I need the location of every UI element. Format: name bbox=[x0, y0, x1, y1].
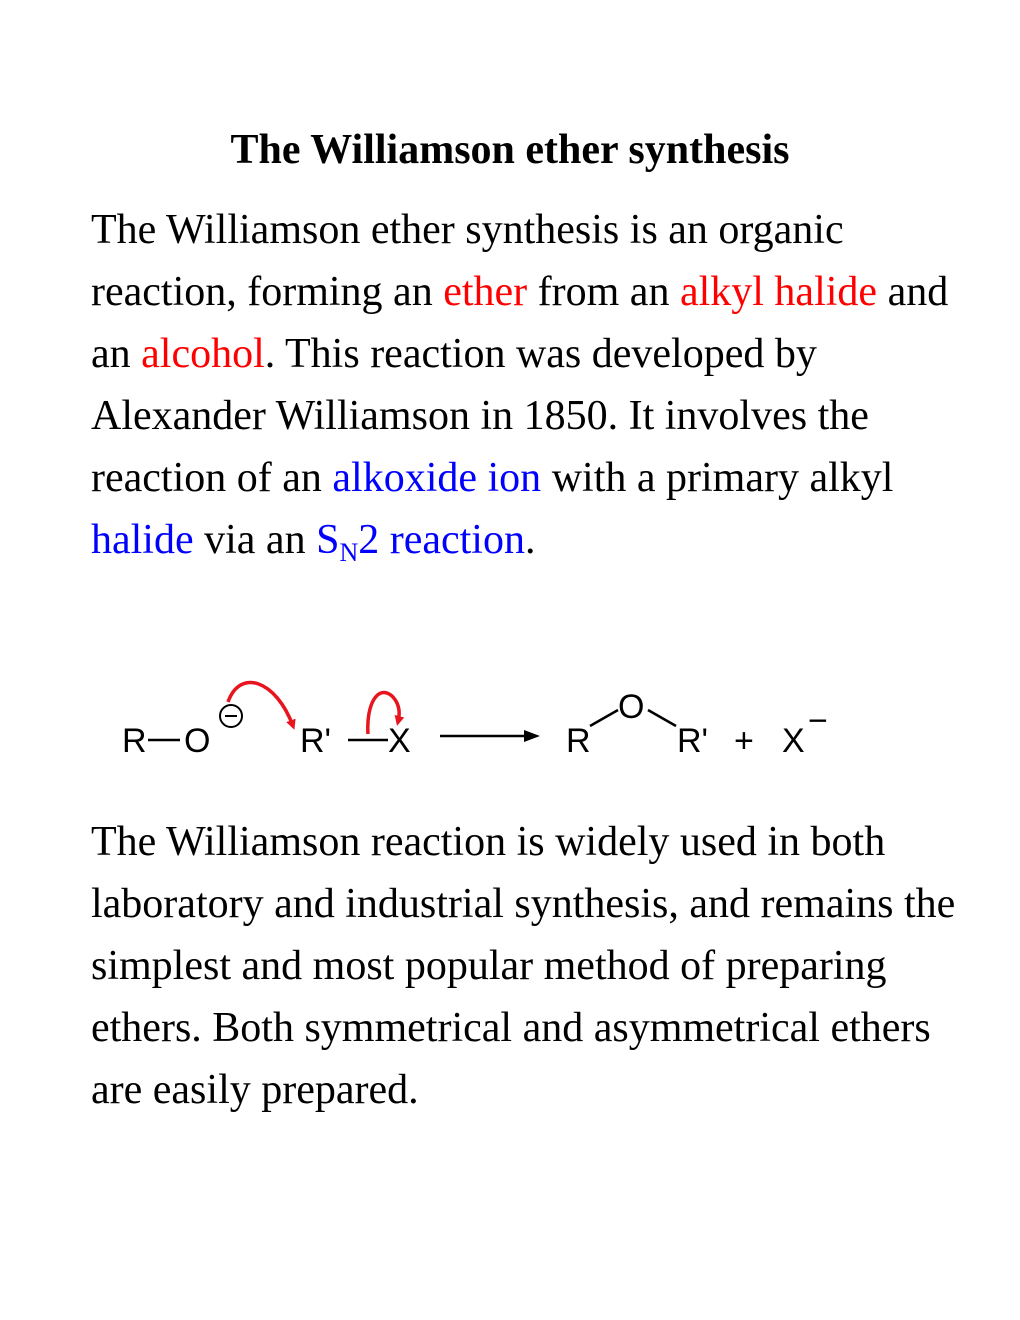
product-r-o-bond bbox=[590, 710, 618, 726]
product-r-label: R bbox=[566, 722, 591, 760]
reaction-scheme bbox=[110, 670, 870, 780]
intro-paragraph bbox=[91, 199, 971, 571]
paragraph1-segment[interactable]: N bbox=[339, 538, 359, 567]
paragraph1-segment: via an bbox=[193, 517, 317, 563]
page-title: The Williamson ether synthesis bbox=[230, 127, 790, 173]
anion-charge: − bbox=[808, 702, 828, 740]
paragraph1-segment[interactable]: halide bbox=[91, 517, 194, 563]
product-o-r-bond bbox=[648, 710, 676, 726]
product-o-label: O bbox=[618, 688, 645, 726]
nucleophilic-attack-arrow bbox=[228, 682, 293, 726]
paragraph1-segment: with a primary alkyl bbox=[541, 455, 894, 501]
reactant-o-label: O bbox=[184, 722, 211, 760]
leaving-group-x-label: X bbox=[388, 722, 411, 760]
paragraph1-segment: and an bbox=[91, 269, 949, 377]
second-paragraph: The Williamson reaction is widely used in both laboratory and industrial synthesis, and remains the simplest and most popular method of preparing ethers. Both symmetrical and asymmetrical ethers are easily prepared. bbox=[91, 819, 956, 1113]
paragraph1-segment[interactable]: alkyl halide bbox=[679, 269, 878, 315]
reactant-r-label: R bbox=[122, 722, 147, 760]
paragraph1-segment: from an bbox=[527, 269, 680, 315]
product-r-prime-label: R' bbox=[677, 722, 709, 760]
paragraph1-segment[interactable]: alcohol bbox=[141, 331, 265, 377]
paragraph1-segment[interactable]: S bbox=[316, 517, 340, 563]
reaction-arrow-head bbox=[524, 730, 540, 742]
paragraph1-segment: . This reaction was developed by Alexander Williamson in 1850. It involves the reaction of an bbox=[91, 331, 869, 501]
paragraph1-segment: The Williamson ether synthesis is an organic reaction, forming an bbox=[91, 207, 844, 315]
plus-sign: + bbox=[734, 722, 754, 760]
anion-x-label: X bbox=[782, 722, 805, 760]
reactant2-r-prime-label: R' bbox=[300, 722, 332, 760]
paragraph1-segment: . bbox=[524, 517, 536, 563]
paragraph1-segment[interactable]: 2 reaction bbox=[358, 517, 525, 563]
paragraph1-segment[interactable]: alkoxide ion bbox=[332, 455, 542, 501]
paragraph1-segment[interactable]: ether bbox=[443, 269, 528, 315]
